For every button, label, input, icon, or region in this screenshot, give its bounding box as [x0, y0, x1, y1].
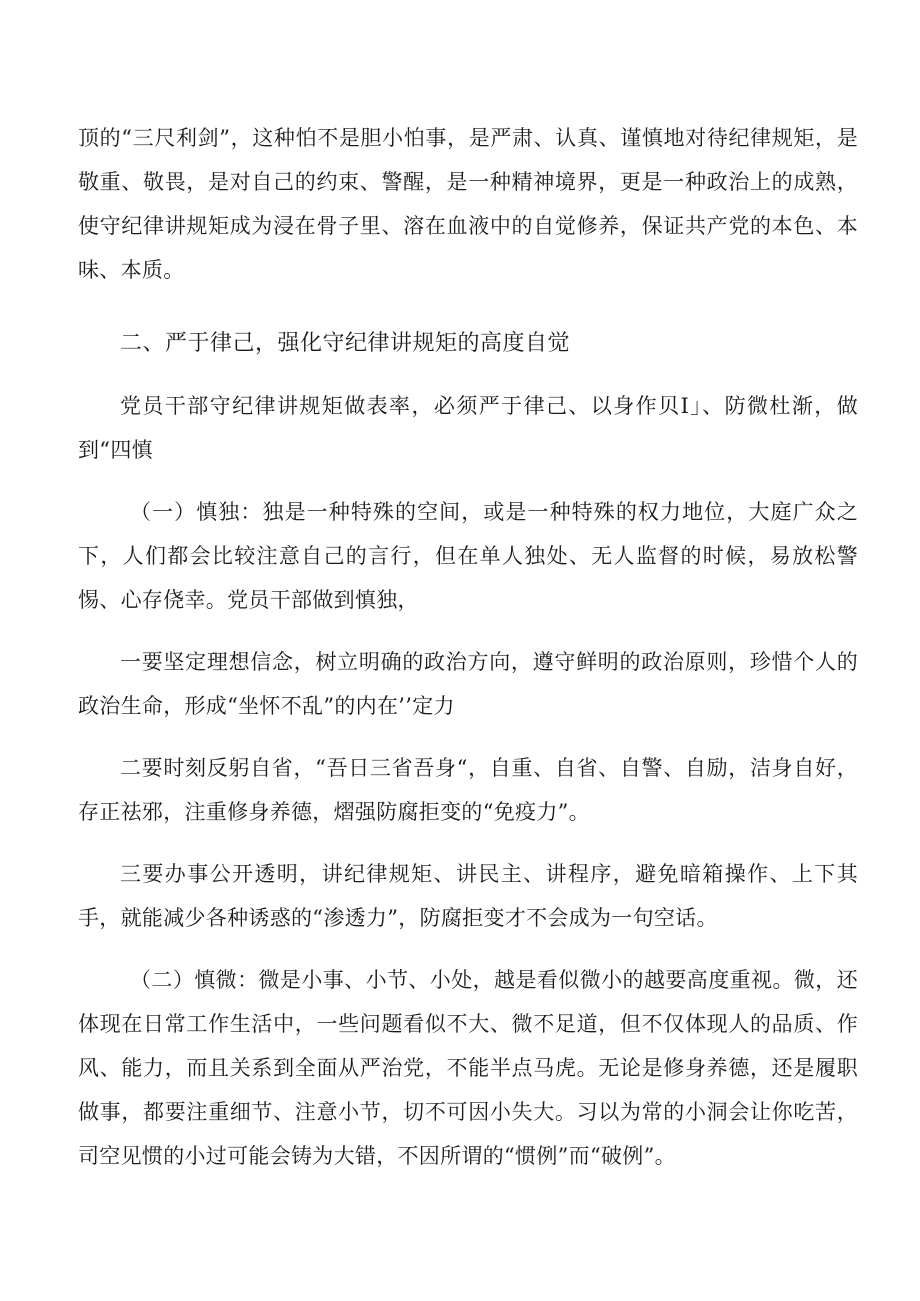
paragraph-intro: 党员干部守纪律讲规矩做表率，必须严于律己、以身作贝I」、防微杜渐，做到“四慎: [78, 394, 858, 462]
paragraph-point-three: 三要办事公开透明，讲纪律规矩、讲民主、讲程序，避免暗箱操作、上下其手，就能减少各种诱惑的“渗透力”，防腐拒变才不会成为一句空话。: [78, 862, 858, 930]
paragraph-shendu: （一）慎独：独是一种特殊的空间，或是一种特殊的权力地位，大庭广众之下，人们都会比较注意自己的言行，但在单人独处、无人监督的时候，易放松警惕、心存侥幸。党员干部做到慎独，: [78, 500, 858, 612]
section-heading: 二、严于律己，强化守纪律讲规矩的高度自觉: [120, 331, 571, 356]
paragraph-continuation: 顶的“三尺利剑”，这种怕不是胆小怕事，是严肃、认真、谨慎地对待纪律规矩，是敬重、敬畏，是对自己的约束、警醒，是一种精神境界，更是一种政治上的成熟，使守纪律讲规矩成为浸在骨子里、溶在血液中的自觉修养，保证共产党的本色、本味、本质。: [78, 126, 858, 282]
paragraph-point-two: 二要时刻反躬自省，“吾日三省吾身“，自重、自省、自警、自励，洁身自好，存正祛邪，注重修身养德，熠强防腐拒变的“免疫力”。: [78, 756, 858, 824]
paragraph-point-one: 一要坚定理想信念，树立明确的政治方向，遵守鲜明的政治原则，珍惜个人的政治生命，形成“坐怀不乱”的内在’’定力: [78, 650, 858, 718]
paragraph-shenwei: （二）慎微：微是小事、小节、小处，越是看似微小的越要高度重视。微，还体现在日常工作生活中，一些问题看似不大、微不足道，但不仅体现人的品质、作风、能力，而且关系到全面从严治党，不能半点马虎。无论是修身养德，还是履职做事，都要注重细节、注意小节，切不可因小失大。习以为常的小洞会让你吃苦，司空见惯的小过可能会铸为大错，不因所谓的“惯例”而“破例”。: [78, 968, 858, 1168]
